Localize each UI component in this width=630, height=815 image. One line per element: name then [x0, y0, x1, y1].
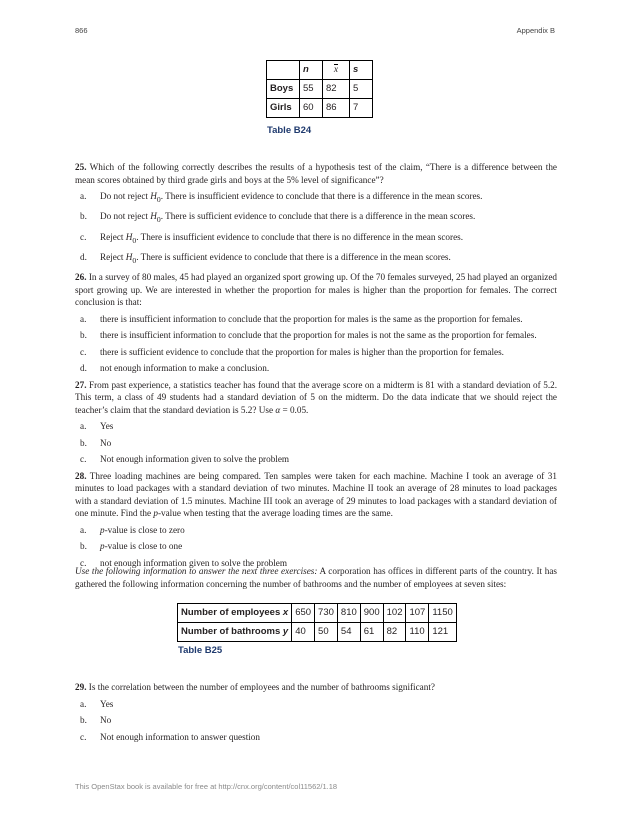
table-cell: [267, 61, 300, 80]
question-29: 29. Is the correlation between the number of employees and the number of bathrooms significant?: [75, 682, 435, 692]
option-28b: b. p-value is close to one: [80, 541, 183, 552]
table-b25: [177, 603, 457, 642]
option-26d: d. not enough information to make a conclusion.: [80, 363, 270, 374]
table-row: [178, 604, 457, 623]
intro-block: [75, 565, 557, 590]
option-27a: a. Yes: [80, 421, 114, 432]
option-27c: c. Not enough information given to solve the problem: [80, 454, 290, 465]
footer: This OpenStax book is available for free at http://cnx.org/content/col11562/1.18: [75, 782, 338, 791]
table-cell: 107: [406, 604, 429, 623]
table-cell: 102: [383, 604, 406, 623]
table-cell: 50: [315, 623, 338, 642]
table-caption: Table B25: [178, 645, 223, 656]
option-26c: c. there is sufficient evidence to conclude that the proportion for males is higher than the proportion for females.: [80, 346, 504, 357]
row-label: Boys: [267, 80, 300, 99]
table-cell: 110: [406, 623, 429, 642]
table-header-n: n: [300, 61, 323, 80]
option-25c: c. Reject $H_0$. There is insufficient evidence to conclude that there is no difference in the mean scores.: [80, 231, 464, 245]
row-label: Number of employees x: [178, 604, 292, 623]
table-cell: 86: [323, 99, 350, 118]
table-cell: 810: [337, 604, 360, 623]
option-28c: c. not enough information given to solve the problem: [80, 557, 288, 568]
section-title: Appendix B: [516, 26, 555, 35]
table-row: [178, 623, 457, 642]
option-29a: a. Yes: [80, 698, 114, 709]
option-27b: b. No: [80, 437, 112, 448]
table-cell: 121: [429, 623, 456, 642]
table-cell: 7: [350, 99, 373, 118]
question-28: 28. Three loading machines are being compared. Ten samples were taken for each machine. Machine I took an average of 31 minutes to load packages with a standard deviation of two minutes. Machine II took an average of 28 minutes to load packages with a standard deviation of 1.5 minutes. Machine III took an average of 29 minutes to load packages with a standard deviation of one minute. Find the p-value when testing that the average loading times are the same.: [75, 470, 557, 519]
table-cell: 1150: [429, 604, 456, 623]
option-28a: a. p-value is close to zero: [80, 524, 185, 535]
table-row: [267, 99, 373, 118]
table-cell: 55: [300, 80, 323, 99]
row-label: Number of bathrooms y: [178, 623, 292, 642]
table-cell: 900: [360, 604, 383, 623]
questions-block: [75, 161, 557, 573]
table-cell: 40: [292, 623, 315, 642]
table-caption: Table B24: [267, 125, 312, 136]
intro-text: Use the following information to answer the next three exercises: A corporation has offices in different parts of the country. It has gathered the following information concerning the number of bathrooms and the number of employees at seven sites:: [75, 566, 557, 589]
question-27: 27. From past experience, a statistics teacher has found that the average score on a midterm is 81 with a standard deviation of 5.2. This term, a class of 49 students had a standard deviation of 5 on the midterm. Do the data indicate that we should reject the teacher’s claim that the standard deviation is 5.2? Use α = 0.05.: [75, 379, 558, 415]
option-25a: a. Do not reject $H_0$. There is insufficient evidence to conclude that there is a difference in the mean scores.: [80, 191, 483, 204]
question-25: 25. Which of the following correctly describes the results of a hypothesis test of the claim, “There is a difference between the mean scores obtained by third grade girls and boys at the 5% level of significance”?: [75, 162, 557, 185]
table-cell: 54: [337, 623, 360, 642]
option-26b: b. there is insufficient information to conclude that the proportion for males is not the same as the proportion for females.: [80, 330, 537, 341]
table-header-row: [267, 61, 373, 80]
option-29b: b. No: [80, 715, 112, 725]
table-cell: 730: [315, 604, 338, 623]
question-26: 26. In a survey of 80 males, 45 had played an organized sport growing up. Of the 70 females surveyed, 25 had played an organized sport growing up. We are interested in whether the proportion for males is higher than the proportion for females. The correct conclusion is that:: [75, 272, 558, 308]
table-cell: 5: [350, 80, 373, 99]
row-label: Girls: [267, 99, 300, 118]
table-cell: 60: [300, 99, 323, 118]
option-25d: d. Reject $H_0$. There is sufficient evidence to conclude that there is a difference in the mean scores.: [80, 251, 451, 265]
page-number: 866: [75, 26, 88, 35]
option-25b: b. Do not reject $H_0$. There is sufficient evidence to conclude that there is a difference in the mean scores.: [80, 211, 476, 225]
table-b24: [266, 60, 373, 118]
table-row: [267, 80, 373, 99]
table-header-s: s: [350, 61, 373, 80]
table-cell: 82: [323, 80, 350, 99]
table-cell: 82: [383, 623, 406, 642]
option-26a: a. there is insufficient information to conclude that the proportion for males is the same as the proportion for females.: [80, 313, 523, 324]
table-header-xbar: x: [323, 61, 350, 80]
table-cell: 650: [292, 604, 315, 623]
table-cell: 61: [360, 623, 383, 642]
question-29-block: [75, 681, 557, 747]
option-29c: c. Not enough information to answer question: [80, 731, 260, 742]
